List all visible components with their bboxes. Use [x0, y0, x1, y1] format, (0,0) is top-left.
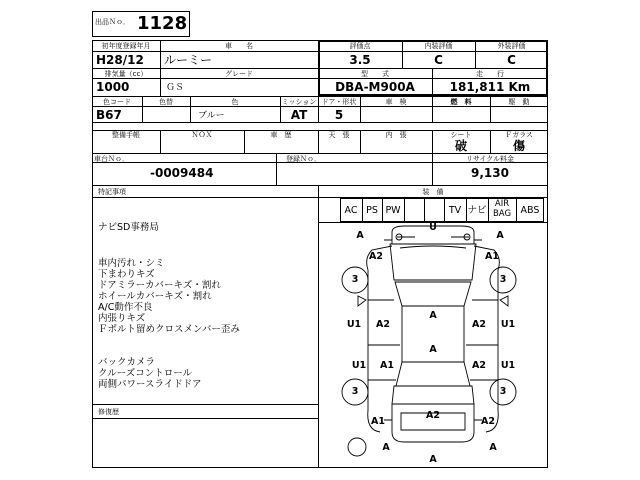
mark-rear-left-a1: A1 [371, 416, 385, 427]
mark-rear-bottom-a: A [429, 454, 437, 465]
mark-left-front-door-u1: U1 [346, 319, 362, 330]
mark-left-rear-u1: U1 [351, 360, 367, 371]
lot-number: 1128 [137, 13, 188, 34]
chassis-number: -0009484 [150, 166, 214, 180]
displacement: 1000 [96, 80, 130, 94]
score-label: 評価点 [349, 42, 371, 50]
drive-label: 駆 動 [508, 98, 530, 106]
color: ブルー [198, 111, 225, 121]
equipment-pw: PW [385, 205, 401, 216]
mark-roof-front-u: U [429, 222, 437, 233]
score: 3.5 [349, 53, 371, 67]
remarks-line-2: 下まわりキズ [98, 269, 155, 280]
exterior-grade: C [507, 53, 516, 67]
mark-roof-a: A [429, 310, 437, 321]
interior-grade-label: 内装評価 [424, 42, 453, 50]
equipment-navi: ナビ [467, 205, 487, 216]
equipment-abs: ABS [520, 205, 540, 216]
vehicle-inspection-label: 車 検 [385, 98, 407, 106]
repair-history-label: 修復歴 [98, 408, 119, 416]
front-glass-condition: 傷 [512, 139, 525, 153]
mark-right-fender-a1: A1 [485, 251, 499, 262]
remarks-first: ナビSD事務局 [98, 222, 159, 233]
option-line-1: バックカメラ [98, 357, 156, 368]
nox-label: ＮＯＸ [191, 131, 213, 139]
remarks-line-3: ドアミラーカバーキズ・割れ [98, 280, 221, 291]
remarks-label: 特記事項 [98, 188, 126, 196]
mark-rear-right-a2: A2 [481, 416, 495, 427]
grade-label: グレード [225, 70, 253, 78]
option-line-3: 両側パワースライドドア [98, 379, 202, 390]
fuel-label: 燃 料 [450, 98, 472, 106]
mark-front-right-a: A [496, 230, 504, 241]
car-name: ルーミー [164, 53, 213, 67]
mark-right-rear-u1: U1 [500, 360, 516, 371]
color-code-label: 色コード [103, 98, 131, 106]
displacement-label: 排気量（cc） [104, 70, 148, 78]
mark-rear-a2: A2 [426, 410, 440, 421]
mark-right-front-door-a2: A2 [472, 319, 486, 330]
mark-right-front-side-u1: U1 [500, 319, 516, 330]
recycle-fee: 9,130 [471, 166, 509, 180]
model-code-label: 型 式 [361, 70, 389, 78]
mark-rear-left-wheel: 3 [351, 386, 359, 397]
option-line-2: クルーズコントロール [98, 368, 193, 379]
color-change-label: 色替 [159, 98, 173, 106]
doors: 5 [334, 108, 344, 122]
mark-front-right-wheel: 3 [499, 274, 507, 285]
grade: ＧＳ [166, 83, 185, 93]
color-code: B67 [96, 108, 122, 122]
maintenance-record-label: 整備手帳 [112, 131, 140, 139]
equipment-airbag: AIR BAG [492, 199, 512, 219]
mark-rear-right-wheel: 3 [499, 386, 507, 397]
mark-rear-bumper-right-a: A [489, 442, 497, 453]
seat-condition: 破 [454, 139, 467, 153]
seat-label: シート [450, 131, 472, 139]
lot-number-label: 出品Ｎｏ． [95, 18, 130, 26]
color-label: 色 [231, 98, 239, 106]
equipment-tv: TV [448, 205, 462, 216]
remarks-line-6: 内張りキズ [98, 313, 146, 324]
chassis-number-label: 車台Ｎｏ． [94, 155, 129, 163]
mileage: 181,811 Km [449, 80, 531, 94]
remarks-line-1: 車内汚れ・シミ [98, 258, 165, 269]
mark-right-rear-a2: A2 [472, 360, 486, 371]
equipment-label: 装 備 [422, 188, 444, 196]
equipment-ac: AC [344, 205, 358, 216]
registration-number-label: 登録Ｎｏ． [286, 155, 321, 163]
equipment-ps: PS [366, 205, 378, 216]
mark-rear-bumper-left-a: A [382, 442, 390, 453]
mark-front-left-wheel: 3 [351, 274, 359, 285]
mark-front-left-a: A [356, 230, 364, 241]
mark-left-rear-a1: A1 [380, 360, 394, 371]
first-registration: H28/12 [96, 53, 144, 67]
interior-trim-label: 内 張 [385, 131, 407, 139]
vehicle-history-label: 車 歴 [270, 131, 292, 139]
headliner-label: 天 張 [328, 131, 350, 139]
mark-left-front-door-a2: A2 [376, 319, 390, 330]
mark-left-fender-a2: A2 [369, 251, 383, 262]
mileage-label: 走 行 [476, 70, 504, 78]
remarks-line-7: Ｆボルト留めクロスメンバー歪み [98, 324, 240, 335]
transmission-label: ミッション [281, 98, 317, 106]
first-registration-label: 初年度登録年月 [101, 42, 151, 50]
recycle-fee-label: リサイクル料金 [465, 155, 515, 163]
remarks-line-4: ホイールカバーキズ・割れ [98, 291, 212, 302]
remarks-line-5: A/C動作不良 [98, 302, 153, 313]
doors-label: ドア・形状 [321, 98, 357, 106]
car-name-label: 車 名 [225, 42, 253, 50]
model-code: DBA-M900A [335, 80, 415, 94]
front-glass-label: Ｆガラス [505, 131, 533, 139]
transmission: AT [290, 108, 308, 122]
interior-grade: C [434, 53, 443, 67]
mark-center-a: A [429, 344, 437, 355]
exterior-grade-label: 外装評価 [497, 42, 526, 50]
